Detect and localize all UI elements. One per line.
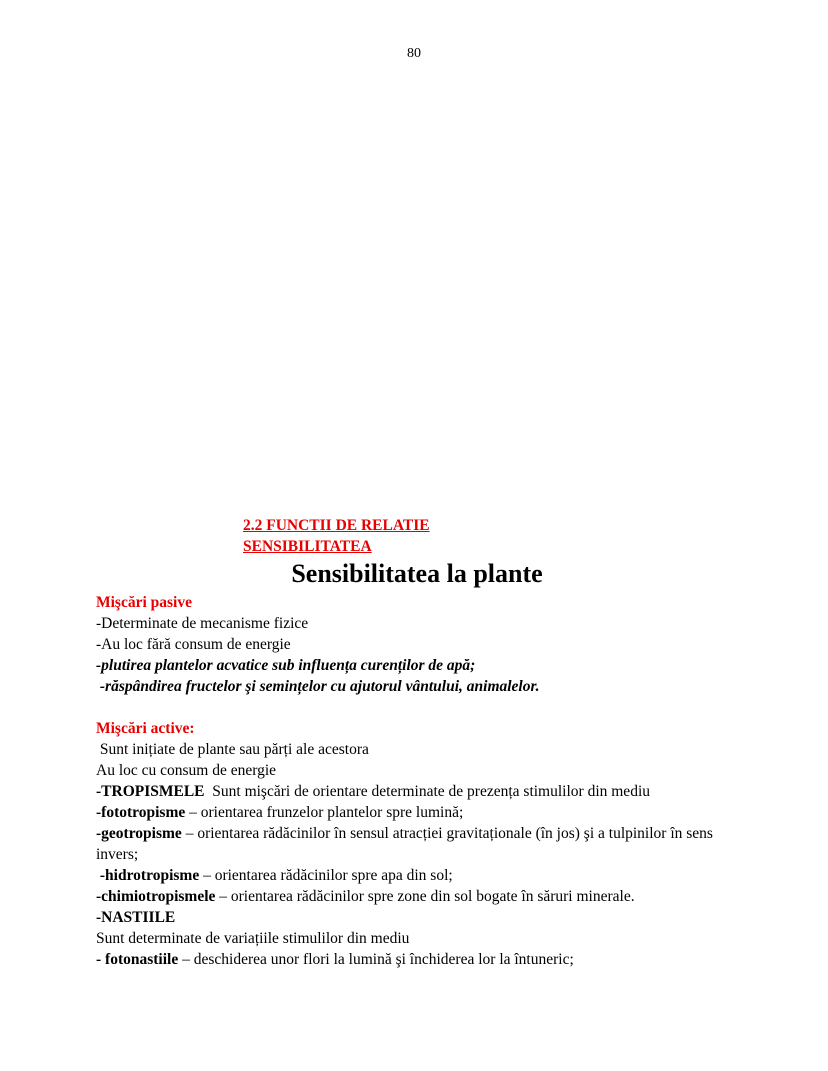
text-line xyxy=(96,823,738,865)
text-run: -plutirea plantelor acvatice sub influența curenților de apă; xyxy=(96,657,476,674)
text-run: -hidrotropisme xyxy=(96,867,200,884)
text-line xyxy=(96,949,738,970)
text-run: – deschiderea unor flori la lumină şi închiderea lor la întuneric; xyxy=(178,951,574,968)
document-content xyxy=(96,515,738,970)
text-line xyxy=(96,865,738,886)
text-run: -NASTIILE xyxy=(96,909,176,926)
text-line xyxy=(96,634,738,655)
section-heading-functii-de-relatie xyxy=(243,515,738,536)
section-heading-sensibilitatea xyxy=(243,536,738,557)
text-run: Au loc cu consum de energie xyxy=(96,762,277,779)
text-run: -fototropisme xyxy=(96,804,186,821)
text-run: - fotonastiile xyxy=(96,951,179,968)
text-line xyxy=(96,676,738,697)
text-line xyxy=(96,802,738,823)
text-run: Sensibilitatea la plante xyxy=(291,559,543,588)
text-run: -răspândirea fructelor şi semințelor cu ajutorul vântului, animalelor. xyxy=(96,678,540,695)
text-run: SENSIBILITATEA xyxy=(243,538,372,555)
heading-miscari-pasive xyxy=(96,592,738,613)
text-line xyxy=(96,613,738,634)
text-line xyxy=(96,928,738,949)
text-run: Sunt mişcări de orientare determinate de prezența stimulilor din mediu xyxy=(204,783,650,800)
text-line xyxy=(96,886,738,907)
blank-line xyxy=(96,697,738,718)
text-line xyxy=(96,760,738,781)
heading-miscari-active xyxy=(96,718,738,739)
text-run: Sunt inițiate de plante sau părți ale acestora xyxy=(96,741,369,758)
text-run: – orientarea rădăcinilor spre apa din sol; xyxy=(199,867,453,884)
text-run: -Determinate de mecanisme fizice xyxy=(96,615,309,632)
text-run: -geotropisme xyxy=(96,825,182,842)
text-run: -chimiotropismele xyxy=(96,888,216,905)
text-line xyxy=(96,739,738,760)
text-run: -Au loc fără consum de energie xyxy=(96,636,291,653)
text-line xyxy=(96,781,738,802)
text-run: 2.2 FUNCTII DE RELATIE xyxy=(243,517,430,534)
text-run: Mişcări active: xyxy=(96,720,195,737)
text-run: – orientarea rădăcinilor spre zone din sol bogate în săruri minerale. xyxy=(215,888,635,905)
text-run: -TROPISMELE xyxy=(96,783,205,800)
page-number: 80 xyxy=(407,46,421,61)
text-run: – orientarea frunzelor plantelor spre lumină; xyxy=(185,804,464,821)
text-run: – orientarea rădăcinilor în sensul atracției gravitaționale (în jos) şi a tulpinilor în sens invers; xyxy=(96,825,717,863)
text-run: Mişcări pasive xyxy=(96,594,192,611)
heading-nastiile xyxy=(96,907,738,928)
text-line xyxy=(96,655,738,676)
document-title xyxy=(96,559,738,589)
text-run: Sunt determinate de variațiile stimulilor din mediu xyxy=(96,930,410,947)
